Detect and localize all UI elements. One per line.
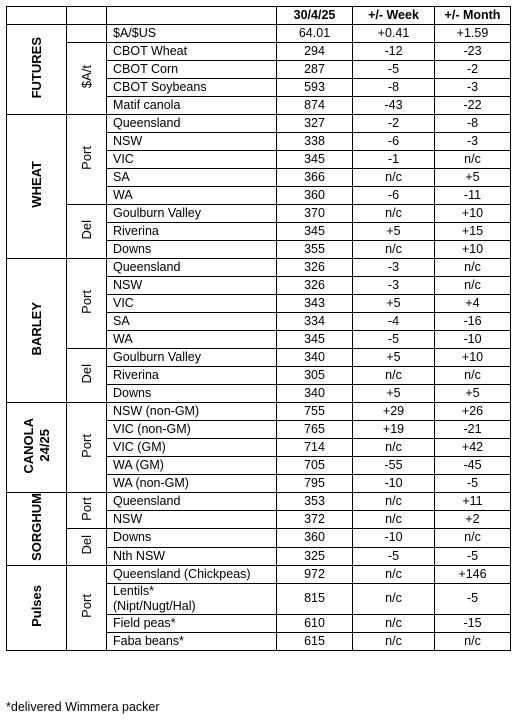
price-cell: 765	[277, 421, 353, 439]
group-label-cell	[7, 259, 67, 403]
month-change-cell: -5	[435, 475, 511, 493]
row-label: NSW	[107, 133, 277, 151]
week-change-cell: n/c	[353, 493, 435, 511]
price-table-body	[7, 7, 511, 651]
month-change-cell: +1.59	[435, 25, 511, 43]
week-change-cell: n/c	[353, 632, 435, 650]
table-row	[7, 25, 511, 43]
subgroup-label: Del	[79, 535, 94, 555]
row-label: WA (GM)	[107, 457, 277, 475]
month-change-cell: -45	[435, 457, 511, 475]
subgroup-label: Del	[79, 219, 94, 240]
grain-price-table	[6, 6, 511, 651]
row-label: Riverina	[107, 223, 277, 241]
price-cell: 815	[277, 583, 353, 614]
price-cell: 305	[277, 367, 353, 385]
week-change-cell: -5	[353, 547, 435, 565]
month-change-cell: -2	[435, 61, 511, 79]
week-change-cell: -6	[353, 187, 435, 205]
row-label: CBOT Wheat	[107, 43, 277, 61]
table-row	[7, 349, 511, 367]
row-label: VIC (GM)	[107, 439, 277, 457]
month-change-cell: n/c	[435, 151, 511, 169]
group-label-cell	[7, 25, 67, 115]
group-label: WHEAT	[28, 161, 44, 208]
month-change-cell: +15	[435, 223, 511, 241]
subgroup-label-cell	[67, 403, 107, 493]
week-change-cell: n/c	[353, 205, 435, 223]
group-label: FUTURES	[28, 36, 44, 99]
month-change-cell: +2	[435, 511, 511, 529]
month-change-cell: +4	[435, 295, 511, 313]
price-cell: 795	[277, 475, 353, 493]
price-cell: 334	[277, 313, 353, 331]
week-change-cell: -12	[353, 43, 435, 61]
week-change-cell: n/c	[353, 367, 435, 385]
row-label: Goulburn Valley	[107, 349, 277, 367]
group-label: BARLEY	[28, 301, 44, 356]
week-change-cell: n/c	[353, 614, 435, 632]
row-label: Goulburn Valley	[107, 205, 277, 223]
week-change-cell: -4	[353, 313, 435, 331]
price-cell: 360	[277, 187, 353, 205]
header-month-change: +/- Month	[435, 7, 511, 25]
month-change-cell: -5	[435, 583, 511, 614]
price-cell: 345	[277, 223, 353, 241]
price-cell: 338	[277, 133, 353, 151]
week-change-cell: -10	[353, 529, 435, 548]
week-change-cell: -6	[353, 133, 435, 151]
week-change-cell: -5	[353, 61, 435, 79]
table-row	[7, 565, 511, 583]
row-label: Faba beans*	[107, 632, 277, 650]
row-label: WA (non-GM)	[107, 475, 277, 493]
subgroup-label-cell	[67, 529, 107, 566]
month-change-cell: +11	[435, 493, 511, 511]
month-change-cell: -5	[435, 547, 511, 565]
price-cell: 287	[277, 61, 353, 79]
price-cell: 326	[277, 277, 353, 295]
price-cell: 340	[277, 385, 353, 403]
subgroup-label: Del	[79, 363, 94, 384]
subgroup-label: Port	[79, 145, 94, 170]
price-cell: 64.01	[277, 25, 353, 43]
subgroup-label: $A/t	[79, 64, 94, 89]
row-label: Matif canola	[107, 97, 277, 115]
price-cell: 294	[277, 43, 353, 61]
price-cell: 372	[277, 511, 353, 529]
header-date: 30/4/25	[277, 7, 353, 25]
subgroup-label: Port	[79, 496, 94, 521]
week-change-cell: -3	[353, 259, 435, 277]
table-row	[7, 259, 511, 277]
row-label: NSW	[107, 511, 277, 529]
month-change-cell: n/c	[435, 632, 511, 650]
group-label: CANOLA 24/25	[20, 417, 52, 474]
group-label-cell	[7, 115, 67, 259]
row-label: WA	[107, 187, 277, 205]
footnote: *delivered Wimmera packer	[6, 700, 160, 714]
row-label: SA	[107, 169, 277, 187]
month-change-cell: +5	[435, 169, 511, 187]
week-change-cell: +19	[353, 421, 435, 439]
row-label: Field peas*	[107, 614, 277, 632]
price-cell: 610	[277, 614, 353, 632]
price-cell: 714	[277, 439, 353, 457]
month-change-cell: -10	[435, 331, 511, 349]
month-change-cell: +10	[435, 241, 511, 259]
month-change-cell: -15	[435, 614, 511, 632]
price-cell: 874	[277, 97, 353, 115]
row-label: SA	[107, 313, 277, 331]
row-label: Downs	[107, 385, 277, 403]
month-change-cell: +10	[435, 349, 511, 367]
price-cell: 370	[277, 205, 353, 223]
price-cell: 326	[277, 259, 353, 277]
group-label-cell	[7, 493, 67, 566]
table-row	[7, 493, 511, 511]
row-label: Queensland (Chickpeas)	[107, 565, 277, 583]
week-change-cell: -8	[353, 79, 435, 97]
row-label: Queensland	[107, 493, 277, 511]
subgroup-label: Port	[79, 593, 94, 618]
price-cell: 343	[277, 295, 353, 313]
row-label: VIC (non-GM)	[107, 421, 277, 439]
row-label: NSW	[107, 277, 277, 295]
week-change-cell: n/c	[353, 241, 435, 259]
header-blank-sub	[67, 7, 107, 25]
subgroup-label-cell	[67, 205, 107, 259]
price-cell: 755	[277, 403, 353, 421]
month-change-cell: -22	[435, 97, 511, 115]
month-change-cell: n/c	[435, 367, 511, 385]
row-label: VIC	[107, 295, 277, 313]
month-change-cell: +146	[435, 565, 511, 583]
month-change-cell: -11	[435, 187, 511, 205]
price-cell: 972	[277, 565, 353, 583]
price-cell: 327	[277, 115, 353, 133]
week-change-cell: -43	[353, 97, 435, 115]
header-blank-group	[7, 7, 67, 25]
row-label: Queensland	[107, 115, 277, 133]
row-label: Lentils* (Nipt/Nugt/Hal)	[107, 583, 277, 614]
week-change-cell: n/c	[353, 565, 435, 583]
group-label-cell	[7, 565, 67, 650]
price-cell: 345	[277, 331, 353, 349]
row-label: CBOT Corn	[107, 61, 277, 79]
week-change-cell: -3	[353, 277, 435, 295]
row-label: NSW (non-GM)	[107, 403, 277, 421]
price-cell: 345	[277, 151, 353, 169]
price-cell: 593	[277, 79, 353, 97]
month-change-cell: n/c	[435, 529, 511, 548]
price-cell: 615	[277, 632, 353, 650]
month-change-cell: -16	[435, 313, 511, 331]
table-row	[7, 115, 511, 133]
month-change-cell: +26	[435, 403, 511, 421]
row-label: Nth NSW	[107, 547, 277, 565]
subgroup-label: Port	[79, 289, 94, 314]
month-change-cell: -3	[435, 79, 511, 97]
month-change-cell: +42	[435, 439, 511, 457]
week-change-cell: +5	[353, 295, 435, 313]
subgroup-label-cell	[67, 565, 107, 650]
price-cell: 355	[277, 241, 353, 259]
week-change-cell: -10	[353, 475, 435, 493]
price-cell: 705	[277, 457, 353, 475]
month-change-cell: n/c	[435, 259, 511, 277]
row-label: Downs	[107, 241, 277, 259]
price-cell: 353	[277, 493, 353, 511]
subgroup-label: Port	[79, 433, 94, 458]
group-label: Pulses	[28, 584, 44, 627]
week-change-cell: n/c	[353, 511, 435, 529]
week-change-cell: +29	[353, 403, 435, 421]
month-change-cell: -3	[435, 133, 511, 151]
price-cell: 360	[277, 529, 353, 548]
week-change-cell: -2	[353, 115, 435, 133]
week-change-cell: +0.41	[353, 25, 435, 43]
week-change-cell: n/c	[353, 583, 435, 614]
month-change-cell: n/c	[435, 277, 511, 295]
week-change-cell: n/c	[353, 169, 435, 187]
month-change-cell: +10	[435, 205, 511, 223]
month-change-cell: -8	[435, 115, 511, 133]
header-row	[7, 7, 511, 25]
week-change-cell: n/c	[353, 439, 435, 457]
week-change-cell: +5	[353, 349, 435, 367]
week-change-cell: -1	[353, 151, 435, 169]
month-change-cell: -21	[435, 421, 511, 439]
row-label: $A/$US	[107, 25, 277, 43]
row-label: VIC	[107, 151, 277, 169]
row-label: WA	[107, 331, 277, 349]
row-label: CBOT Soybeans	[107, 79, 277, 97]
group-label: SORGHUM	[28, 493, 44, 561]
subgroup-label-cell	[67, 493, 107, 529]
price-cell: 325	[277, 547, 353, 565]
header-week-change: +/- Week	[353, 7, 435, 25]
week-change-cell: -5	[353, 331, 435, 349]
subgroup-label-cell	[67, 259, 107, 349]
row-label: Queensland	[107, 259, 277, 277]
week-change-cell: -55	[353, 457, 435, 475]
subgroup-label-cell	[67, 43, 107, 115]
month-change-cell: +5	[435, 385, 511, 403]
price-cell: 366	[277, 169, 353, 187]
table-row	[7, 43, 511, 61]
table-row	[7, 529, 511, 548]
row-label: Downs	[107, 529, 277, 548]
subgroup-label-cell	[67, 115, 107, 205]
subgroup-blank-cell	[67, 25, 107, 43]
row-label: Riverina	[107, 367, 277, 385]
header-blank-label	[107, 7, 277, 25]
week-change-cell: +5	[353, 223, 435, 241]
price-cell: 340	[277, 349, 353, 367]
table-row	[7, 205, 511, 223]
week-change-cell: +5	[353, 385, 435, 403]
month-change-cell: -23	[435, 43, 511, 61]
subgroup-label-cell	[67, 349, 107, 403]
table-row	[7, 403, 511, 421]
group-label-cell	[7, 403, 67, 493]
